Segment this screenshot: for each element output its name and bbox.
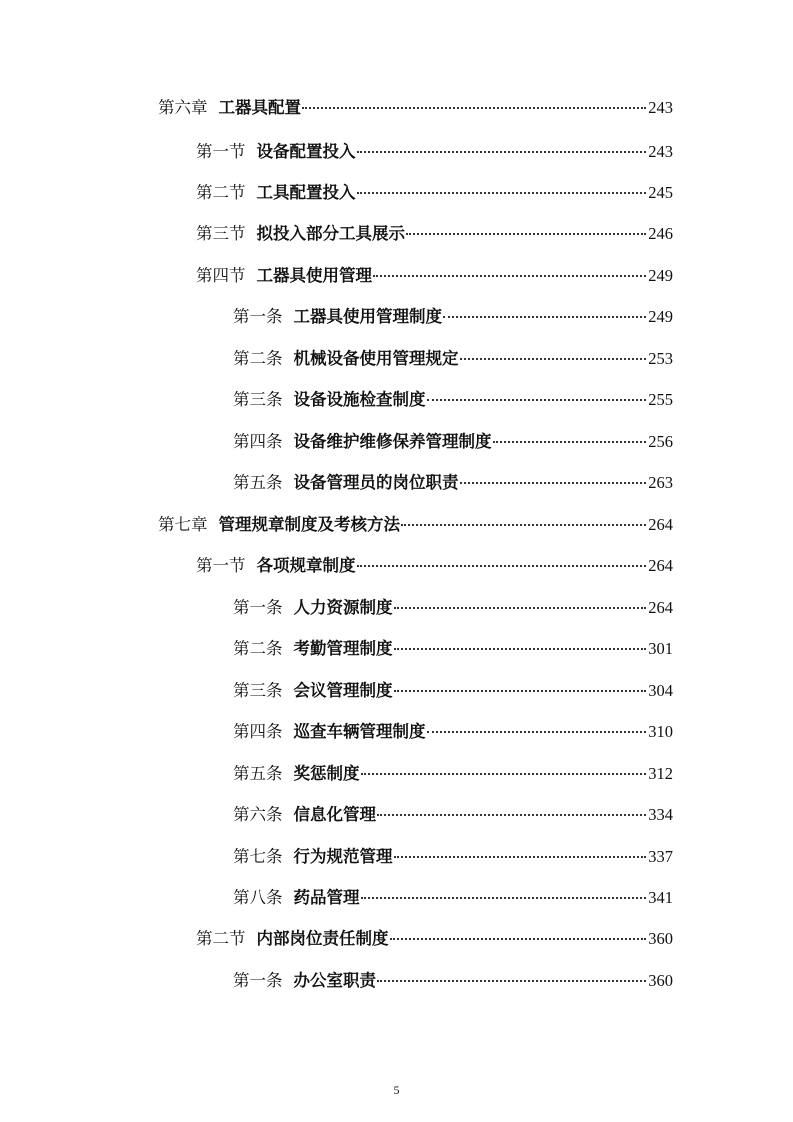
toc-entry-page-number: 264 bbox=[648, 556, 673, 575]
toc-entry-page-number: 334 bbox=[648, 805, 673, 824]
toc-entry-label: 第二条 bbox=[233, 639, 283, 658]
dot-leader bbox=[357, 192, 647, 194]
toc-entry-label: 第三条 bbox=[233, 681, 283, 700]
toc-entry-page-number: 312 bbox=[648, 764, 673, 783]
toc-article-entry bbox=[233, 845, 673, 869]
dot-leader bbox=[443, 316, 646, 318]
toc-article-entry bbox=[233, 762, 673, 786]
toc-section-entry bbox=[196, 264, 673, 288]
toc-entry-title: 行为规范管理 bbox=[293, 847, 393, 866]
toc-entry-label: 第二节 bbox=[196, 929, 246, 948]
dot-leader bbox=[361, 897, 647, 899]
toc-entry-page-number: 253 bbox=[648, 349, 673, 368]
toc-section-entry bbox=[196, 181, 673, 205]
toc-entry-title: 考勤管理制度 bbox=[293, 639, 393, 658]
toc-entry-label: 第四条 bbox=[233, 722, 283, 741]
toc-chapter-entry bbox=[158, 96, 673, 120]
toc-chapter-entry bbox=[158, 513, 673, 537]
toc-entry-title: 设备维护维修保养管理制度 bbox=[293, 432, 492, 451]
dot-leader bbox=[302, 107, 646, 109]
dot-leader bbox=[406, 233, 646, 235]
dot-leader bbox=[377, 814, 646, 816]
toc-article-entry bbox=[233, 969, 673, 993]
toc-section-entry bbox=[196, 554, 673, 578]
toc-entry-title: 工具配置投入 bbox=[256, 183, 356, 202]
toc-entry-label: 第一条 bbox=[233, 971, 283, 990]
dot-leader bbox=[390, 938, 647, 940]
toc-entry-page-number: 243 bbox=[648, 142, 673, 161]
toc-entry-label: 第二条 bbox=[233, 349, 283, 368]
toc-entry-label: 第四条 bbox=[233, 432, 283, 451]
toc-entry-label: 第三节 bbox=[196, 224, 246, 243]
dot-leader bbox=[493, 441, 647, 443]
toc-entry-page-number: 341 bbox=[648, 888, 673, 907]
toc-entry-page-number: 249 bbox=[648, 307, 673, 326]
toc-entry-label: 第一节 bbox=[196, 142, 246, 161]
toc-entry-page-number: 304 bbox=[648, 681, 673, 700]
toc-entry-page-number: 263 bbox=[648, 473, 673, 492]
toc-entry-label: 第二节 bbox=[196, 183, 246, 202]
toc-article-entry bbox=[233, 886, 673, 910]
toc-entry-label: 第三条 bbox=[233, 390, 283, 409]
dot-leader bbox=[361, 773, 647, 775]
toc-article-entry bbox=[233, 471, 673, 495]
dot-leader bbox=[427, 731, 647, 733]
toc-section-entry bbox=[196, 222, 673, 246]
toc-entry-title: 巡查车辆管理制度 bbox=[293, 722, 426, 741]
toc-entry-page-number: 246 bbox=[648, 224, 673, 243]
toc-entry-page-number: 360 bbox=[648, 929, 673, 948]
toc-entry-title: 办公室职责 bbox=[293, 971, 376, 990]
toc-entry-title: 工器具配置 bbox=[218, 98, 301, 117]
toc-entry-title: 奖惩制度 bbox=[293, 764, 360, 783]
toc-entry-page-number: 264 bbox=[648, 515, 673, 534]
toc-entry-title: 人力资源制度 bbox=[293, 598, 393, 617]
toc-entry-title: 工器具使用管理制度 bbox=[293, 307, 442, 326]
toc-entry-title: 信息化管理 bbox=[293, 805, 376, 824]
toc-entry-title: 设备管理员的岗位职责 bbox=[293, 473, 459, 492]
dot-leader bbox=[394, 690, 647, 692]
toc-entry-title: 拟投入部分工具展示 bbox=[256, 224, 405, 243]
toc-entry-page-number: 337 bbox=[648, 847, 673, 866]
toc-entry-page-number: 243 bbox=[648, 98, 673, 117]
toc-entry-label: 第七条 bbox=[233, 847, 283, 866]
toc-entry-title: 药品管理 bbox=[293, 888, 360, 907]
toc-entry-label: 第六条 bbox=[233, 805, 283, 824]
toc-section-entry bbox=[196, 140, 673, 164]
toc-entry-page-number: 264 bbox=[648, 598, 673, 617]
page-number: 5 bbox=[393, 1083, 400, 1097]
toc-entry-label: 第五条 bbox=[233, 764, 283, 783]
dot-leader bbox=[460, 358, 647, 360]
toc-entry-page-number: 245 bbox=[648, 183, 673, 202]
toc-entry-page-number: 301 bbox=[648, 639, 673, 658]
toc-entry-page-number: 255 bbox=[648, 390, 673, 409]
toc-article-entry bbox=[233, 679, 673, 703]
dot-leader bbox=[373, 275, 646, 277]
toc-entry-page-number: 256 bbox=[648, 432, 673, 451]
dot-leader bbox=[427, 399, 647, 401]
toc-entry-title: 机械设备使用管理规定 bbox=[293, 349, 459, 368]
toc-article-entry bbox=[233, 596, 673, 620]
toc-article-entry bbox=[233, 430, 673, 454]
toc-entry-label: 第一条 bbox=[233, 598, 283, 617]
toc-entry-title: 设备配置投入 bbox=[256, 142, 356, 161]
toc-entry-title: 各项规章制度 bbox=[256, 556, 356, 575]
toc-entry-title: 内部岗位责任制度 bbox=[256, 929, 389, 948]
toc-entry-label: 第五条 bbox=[233, 473, 283, 492]
toc-entry-title: 设备设施检查制度 bbox=[293, 390, 426, 409]
toc-entry-title: 工器具使用管理 bbox=[256, 266, 372, 285]
toc-article-entry bbox=[233, 637, 673, 661]
dot-leader bbox=[394, 648, 647, 650]
toc-entry-label: 第四节 bbox=[196, 266, 246, 285]
dot-leader bbox=[357, 565, 647, 567]
toc-entry-title: 管理规章制度及考核方法 bbox=[218, 515, 400, 534]
toc-entry-title: 会议管理制度 bbox=[293, 681, 393, 700]
toc-article-entry bbox=[233, 720, 673, 744]
dot-leader bbox=[401, 524, 646, 526]
toc-entry-label: 第六章 bbox=[158, 98, 208, 117]
toc-entry-page-number: 360 bbox=[648, 971, 673, 990]
dot-leader bbox=[460, 482, 647, 484]
toc-entry-label: 第七章 bbox=[158, 515, 208, 534]
dot-leader bbox=[394, 856, 647, 858]
dot-leader bbox=[377, 980, 646, 982]
dot-leader bbox=[394, 607, 647, 609]
toc-article-entry bbox=[233, 305, 673, 329]
toc-entry-label: 第一节 bbox=[196, 556, 246, 575]
toc-entry-label: 第八条 bbox=[233, 888, 283, 907]
toc-section-entry bbox=[196, 927, 673, 951]
toc-entry-page-number: 249 bbox=[648, 266, 673, 285]
toc-entry-page-number: 310 bbox=[648, 722, 673, 741]
toc-article-entry bbox=[233, 803, 673, 827]
toc-entry-label: 第一条 bbox=[233, 307, 283, 326]
toc-article-entry bbox=[233, 388, 673, 412]
dot-leader bbox=[357, 151, 647, 153]
toc-article-entry bbox=[233, 347, 673, 371]
